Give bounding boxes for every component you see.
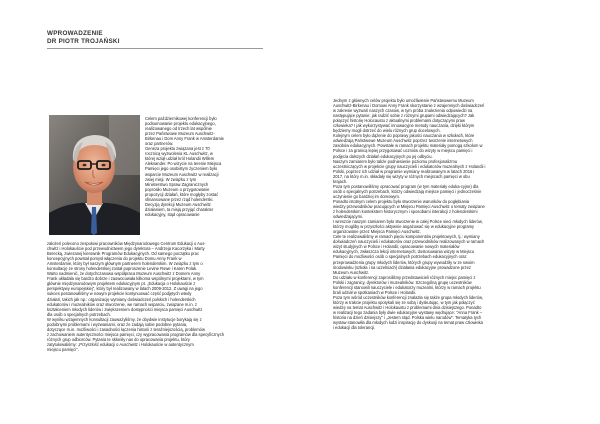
right-column-line: doświadczeń nauczycieli i edukatorów oraz przewodników realizowanych w ramach bbox=[333, 239, 485, 245]
right-column-line: z holenderskim kontekstem historycznym i sposobami interakcji z holenderskimi bbox=[333, 209, 478, 215]
right-column-line: uczynienie go bardziej im domowym. bbox=[333, 193, 400, 199]
right-column-line: brali udział w spotkaniach w Polsce i Holandii. bbox=[333, 289, 417, 295]
right-column-line: krajach. bbox=[333, 178, 348, 184]
right-column-line: Kolejnym celem było dążenie do poprawy jakości nauczania w szkołach, które bbox=[333, 133, 475, 139]
right-column-line: którzy mogliby w przyszłości aktywnie angażować się w edukacyjne programy bbox=[333, 224, 475, 230]
left-column-line: Birkenau i Dom Anny Frank w Amsterdamie bbox=[145, 136, 224, 142]
left-column-line: edukatorów i muzealników oraz stworzenie, we ramach wsparciu, związane m.in. z bbox=[47, 301, 197, 307]
right-column-line: wystaw stanowiła dla młodych ludzi inspirację do dyskusji na temat praw człowieka bbox=[333, 320, 483, 326]
left-column-line: chwitz i Holokauście pod przewodnictwem jego dyrektora – Andrzeja Kacorzyka i Marty bbox=[47, 246, 205, 252]
left-column-line: Ministerstwo Spraw Zagranicznych bbox=[145, 181, 209, 187]
portrait-photo bbox=[49, 115, 140, 235]
right-column-line: wizyt studyjnych w Polsce i Holandii; opracowanie nowych materiałów bbox=[333, 244, 460, 250]
left-column-line: koncepcyjnych powstał pomysł włączenia do projektu Domu Anny Frank w bbox=[47, 256, 182, 262]
left-column-line: rocznicą wyzwolenia KL Auschwitz, w bbox=[145, 151, 213, 157]
heading-divider bbox=[47, 48, 263, 49]
right-column-line: Poza tym postanowiliśmy opracować program (w tym materiały eduka-cyjne) dla bbox=[333, 183, 479, 189]
left-column-line: W wyniku wzajemnych konsultacji zauważyliśmy, że obydwie instytucje borykają się z bbox=[47, 316, 202, 322]
right-column-line: zasobów edukacyjnych. Powstałe w ramach projektu materiały pomogą szkołom w bbox=[333, 143, 483, 149]
right-column-line: Cele te realizowaliśmy w ramach pięciu komponentów projektowych, tj.: wymiany bbox=[333, 234, 480, 240]
left-column-line: podsumowanie projektu edukacyjnego, bbox=[145, 121, 216, 127]
right-column-line: podjęcia dalszych działań edukacyjnych po jej odbyciu. bbox=[333, 153, 433, 159]
right-column-line: którzy w trakcie projektu spotykali się ze sobą i dyskutując, w tym jak połączyć bbox=[333, 299, 475, 305]
left-column-line: dla osób o specjalnych potrzebach. bbox=[47, 311, 111, 317]
right-column-line: Polsce i za granicą lepiej przygotować uczniów do wizyty w miejscu pamięci i bbox=[333, 148, 473, 154]
right-column-line: osób o specjalnych potrzebach, którzy odwiedzają miejsce pamięci i jednocześnie bbox=[333, 188, 482, 194]
right-column-line: człowieka? I jak wykorzystywać innowacyjne metody nauczania, dzięki którym bbox=[333, 123, 475, 129]
right-column-line: Poza tym wśród uczestników konferencji znalazła się także grupa młodych liderów, bbox=[333, 294, 483, 300]
right-column-line: uczestniczących w projekcie grupy nauczycieli i edukatorów muzealnych z Holandii i bbox=[333, 163, 486, 169]
right-column-line: będziemy mogli dotrzeć do wielu różnych grup docelowych. bbox=[333, 128, 441, 134]
right-column-line: przeprowadzenia grupy młodych liderów, których grupy wywodziły w ze swoim bbox=[333, 259, 475, 265]
right-column-line: odwiedzającymi. bbox=[333, 214, 364, 220]
left-column-line: Amsterdamie, który był naszym głównym partnerem holenderskim. W związku z tym o bbox=[47, 261, 203, 267]
left-column-line: realizowanego od trzech lat wspólnie bbox=[145, 126, 212, 132]
right-column-line: Jednym z głównych celów projektu było umożliwienie Państwowemu Muzeum bbox=[333, 98, 474, 103]
right-column-line: Naszym zamiarem było także podniesienie poziomu profesjonalizmu bbox=[333, 158, 458, 164]
left-column-line: działaniem, ta misją przyjąć charakter bbox=[145, 206, 214, 212]
right-column-line: środowisku (szkoła i na uczelniach) działania edukacyjne prowadzone przez bbox=[333, 264, 471, 270]
left-column-line: edukacyjny, stąd opracowanie bbox=[145, 211, 200, 217]
right-column-line: Auschwitz-Birkenau i Domowi Anny Frank skorzystanie z wzajemnych doświadczeń bbox=[333, 103, 485, 109]
project-goals-text bbox=[333, 98, 555, 330]
left-column-line: konsultację ze strony holenderskiej został poproszenie Levine Rowe i Karen Polak. bbox=[47, 266, 198, 272]
left-column-line: głównie międzynarodowym projektem edukacyjnym pt. „Edukacja o Holokauście z bbox=[47, 281, 196, 287]
left-column-line: działań, takich jak np.: organizację wymiany doświadczeń polskich i holenderskich bbox=[47, 296, 196, 302]
left-column-line: sfinansowane przez rząd holenderski. bbox=[145, 196, 214, 202]
left-column-line: z zachowaniem autentyczności miejsca pamięci, czy wypracowania programów dla specyficznych bbox=[47, 331, 225, 337]
left-column-line: oraz partnerów. bbox=[145, 141, 174, 147]
left-column-line: różnych grup odbiorców. Pytania te skłoniły nas do opracowania projektu, który bbox=[47, 336, 190, 342]
left-column-line: Geneza projektu związana jest z 70 bbox=[145, 146, 210, 152]
left-column-line: Pamięci jego osobistym życzeniem było bbox=[145, 166, 218, 172]
left-column-line: założeń polecono zespołowi pracowników Międzynarodowego Centrum Edukacji o Aus- bbox=[47, 241, 206, 246]
right-column-line: Muzeum Auschwitz. bbox=[333, 269, 370, 275]
heading-section-title: WPROWADZENIE bbox=[47, 30, 103, 37]
left-column-line: wsparcie Muzeum Auschwitz w realizacji bbox=[145, 171, 219, 177]
right-column-line: w zakresie wyzwań naszych czasów, w tym próba znalezienia odpowiedzi na bbox=[333, 108, 473, 114]
left-column-line: Warto nadmienić, że dotychczasowa współpraca Muzeum Auschwitz z Domem Anny bbox=[47, 271, 201, 277]
right-column-line: następujące pytanie: jak radzić sobie z różnymi grupami odwiedzających? Jak bbox=[333, 113, 475, 119]
right-column-line: konferencji stanowili nauczyciele i edukatorzy muzealni, którzy w ramach projektu bbox=[333, 284, 481, 290]
left-column-line: kształceniem młodych liderów i zwiększeniem dostępności miejsca pamięci Auschwitz bbox=[47, 306, 203, 312]
left-column-line: Decyzją dyrekcji Muzeum Auschwitz bbox=[145, 201, 211, 207]
right-column-line: historia na dzień dzisiejszy" i „Jestem stąd. Polska wielu narodów". Tematyka tych bbox=[333, 315, 482, 321]
right-column-line: wiedzę na temat Auschwitz i Holokaustu z problemami dnia dzisiejszego. Ponadto bbox=[333, 304, 482, 310]
right-column-line: odwiedzają Państwowe Muzeum Auschwitz poprzez tworzenie internetowych bbox=[333, 138, 473, 144]
intro-paragraph-beside-photo bbox=[145, 116, 267, 217]
left-column-line: poprosiło Muzeum o przygotowanie bbox=[145, 186, 210, 192]
left-column-line: dotyczące m.in. możliwości i zasadności łączenia historii z teraźniejszością, problemów bbox=[47, 326, 205, 332]
right-column-line: edukacyjnych, zwłaszcza lekcji internetowych; dostosowania wizyty w Miejscu bbox=[333, 249, 475, 255]
right-column-line: i edukacji dla tolerancji. bbox=[333, 325, 376, 331]
right-column-line: Ponadto istotnym celem projektu było stworzenie warunków do pogłębiania bbox=[333, 198, 470, 204]
left-column-line: podobnymi problemami i wyzwaniami, oraz że zadają sobie podobne pytania, bbox=[47, 321, 188, 327]
right-column-line: wiedzy przewodników pracujących w Miejscu Pamięci Auschwitz o tematy związane bbox=[333, 203, 485, 209]
right-column-line: Do udziału w konferencji zaprosiliśmy przedstawicieli różnych miejsc pamięci z bbox=[333, 274, 476, 280]
left-column-line: której wziął udział król Holandii Willem bbox=[145, 156, 215, 162]
left-column-line: propozycji działań, które mogłyby zostać bbox=[145, 191, 219, 197]
left-column-line: zwiej misji. W związku z tym bbox=[145, 176, 197, 182]
article-heading bbox=[47, 30, 120, 47]
heading-author-name: DR PIOTR TROJAŃSKI bbox=[47, 38, 120, 46]
right-column-line: I wreszcie naszym zamiarem było stworzenie w całej Polsce sieci młodych liderów, bbox=[333, 219, 483, 225]
right-column-line: Polski i zagranicy, dyrektorów i muzealników. Szczególną grupę uczestników bbox=[333, 279, 472, 285]
left-column-line: miejscu pamięci". bbox=[47, 346, 79, 352]
left-column-line: Berecką, zwiezanej kierownik Programów Edukacyjnych. Od samego początku prac bbox=[47, 251, 199, 257]
left-column-line: Celem październikowej konferencji było bbox=[145, 116, 217, 121]
intro-paragraph-continued bbox=[47, 241, 267, 352]
left-column-line: przez Państwowe Muzeum Auschwitz- bbox=[145, 131, 215, 137]
right-column-line: w realizacji tego zadania były dwie edukacyjne wystawy wędrujące: "Anna Frank – bbox=[333, 309, 483, 315]
left-column-line: sukces postanowiliśmy w nowym projekcie kontynuować część podjętych wtedy bbox=[47, 291, 192, 297]
left-column-line: zatytułowaliśmy: „Przyszłość edukacji o Auschwitz i Holokauście w autentycznym bbox=[47, 341, 194, 347]
right-column-line: połączyć historię Holocaustu z aktualnymi problemami dotyczącymi praw bbox=[333, 118, 465, 124]
right-column-line: Polski, poprzez ich udział w programie wymiany realizowanym w latach 2016 i bbox=[333, 168, 475, 174]
left-column-line: Frank układała się bardzo dobrze i zaowocowała kilkoma wspólnymi projektami, w tym bbox=[47, 276, 204, 282]
right-column-line: organizowane przez Miejsca Pamięci Auschwitz. bbox=[333, 229, 421, 235]
left-column-line: Aleksander. Po wizycie na terenie Miejsca bbox=[145, 161, 222, 167]
left-column-line: perspektywy europejskiej", który był realizowany w latach 2009-2012. Z uwagi na jego bbox=[47, 286, 203, 292]
right-column-line: 2017, na który m.in. składały się wizyty w różnych miejscach pamięci w obu bbox=[333, 173, 470, 179]
right-column-line: Pamięci do możliwości osób o specjalnych potrzebach edukacyjnych oraz bbox=[333, 254, 467, 260]
